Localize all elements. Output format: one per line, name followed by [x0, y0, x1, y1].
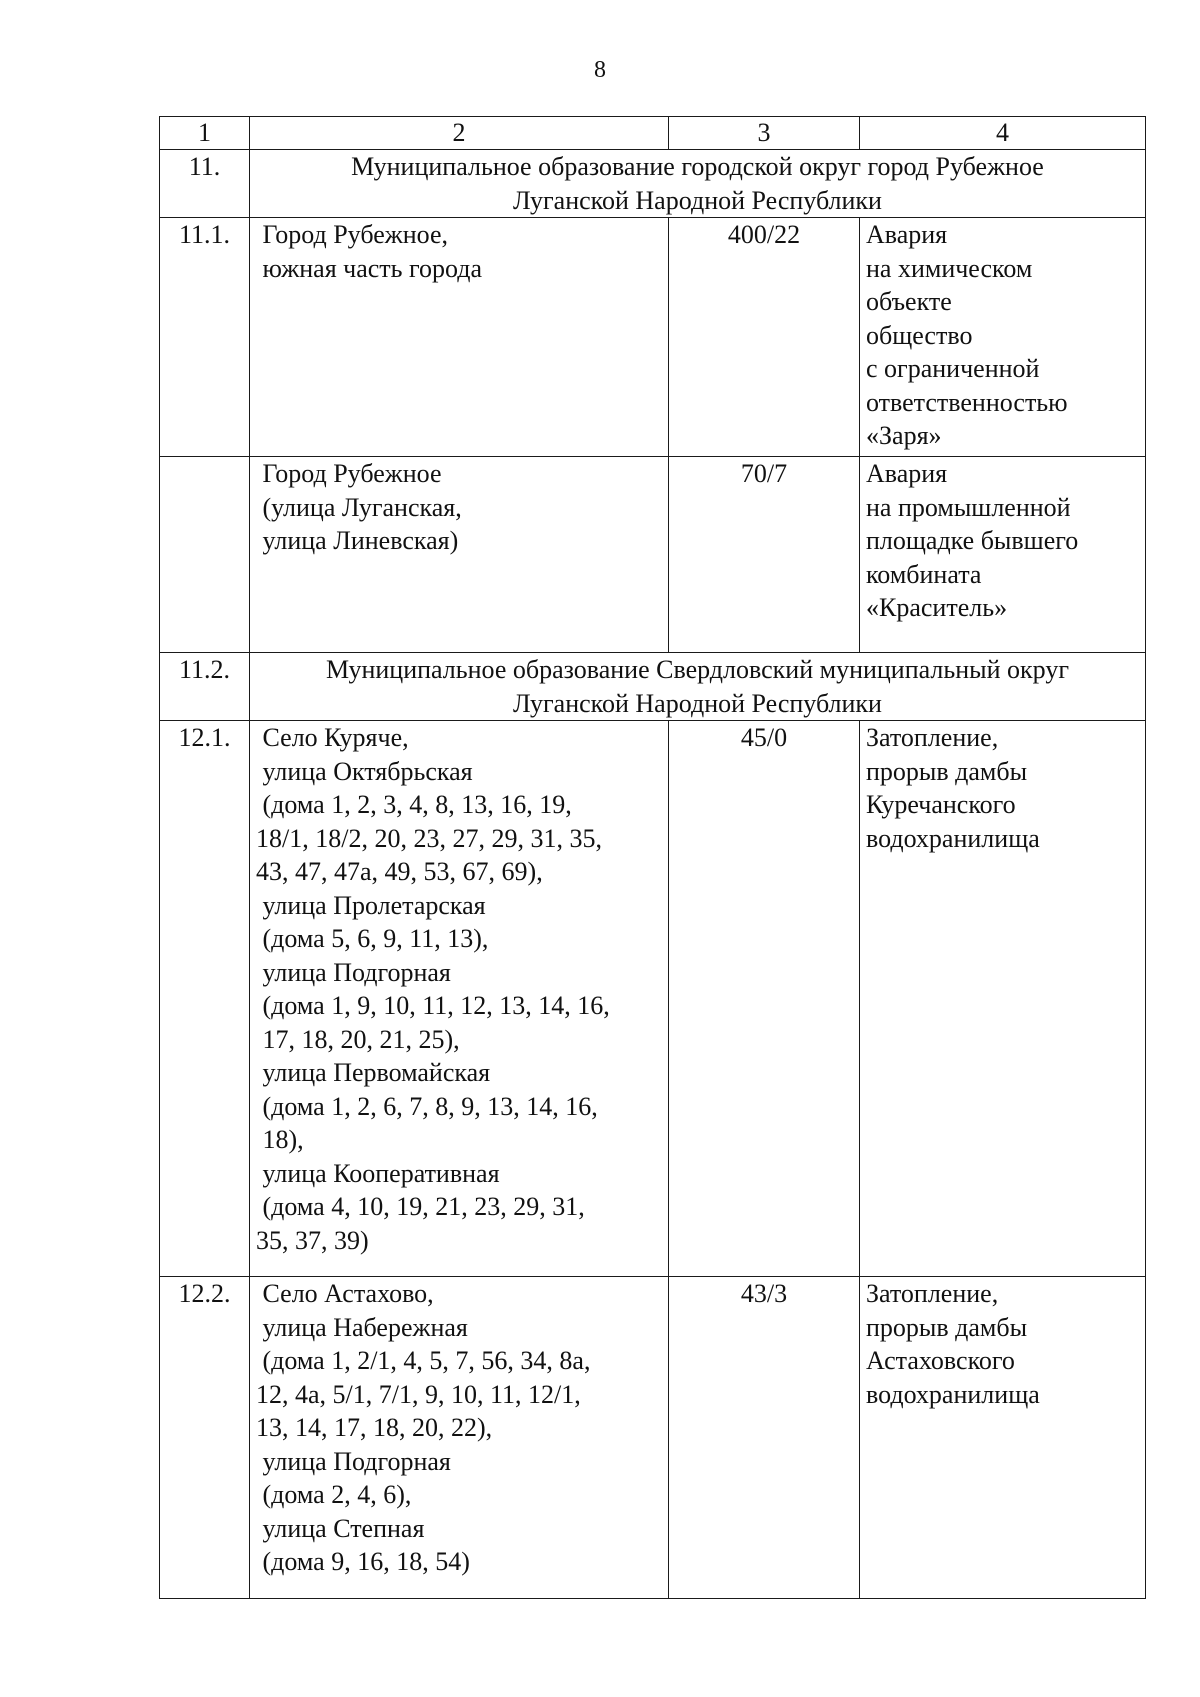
table-body: [160, 117, 1146, 1599]
hazard-source-line: Авария: [866, 220, 948, 249]
section-heading-row: [160, 150, 1146, 218]
location-line: 18/1, 18/2, 20, 23, 27, 29, 31, 35,: [256, 823, 602, 853]
section-heading-line: Луганской Народной Республики: [513, 688, 882, 718]
table-row: [160, 1277, 1146, 1599]
page-number: 8: [594, 57, 606, 83]
column-number-cell: 4: [860, 117, 1146, 150]
location-line: улица Степная: [256, 1513, 425, 1543]
location-line: улица Подгорная: [256, 957, 451, 987]
row-number-cell: 12.2.: [160, 1277, 250, 1599]
location-line: улица Пролетарская: [256, 890, 486, 920]
location-line: 17, 18, 20, 21, 25),: [256, 1024, 460, 1054]
section-heading-cell: [250, 653, 1146, 721]
population-value-cell: 70/7: [669, 457, 860, 653]
section-heading-line: Муниципальное образование городской округ город Рубежное: [351, 152, 1044, 181]
row-number-cell: 11.1.: [160, 218, 250, 457]
location-line: южная часть города: [256, 253, 483, 283]
location-line: улица Подгорная: [256, 1446, 451, 1476]
hazard-source-line: на промышленной: [866, 492, 1071, 522]
hazard-source-line: водохранилища: [866, 823, 1040, 853]
location-line: улица Линевская): [256, 526, 459, 555]
column-number-cell: 2: [250, 117, 669, 150]
hazard-source-cell: [860, 218, 1146, 457]
location-line: (дома 4, 10, 19, 21, 23, 29, 31,: [256, 1192, 585, 1221]
location-line: Село Астахово,: [256, 1279, 434, 1308]
column-number-cell: 1: [160, 117, 250, 150]
hazard-source-line: с ограниченной: [866, 354, 1040, 383]
location-line: 18),: [256, 1125, 304, 1154]
table-row: [160, 218, 1146, 457]
location-line: (дома 1, 2/1, 4, 5, 7, 56, 34, 8а,: [256, 1346, 591, 1375]
location-line: 43, 47, 47а, 49, 53, 67, 69),: [256, 857, 543, 886]
row-number-cell: [160, 457, 250, 653]
section-heading-cell: [250, 150, 1146, 218]
location-line: (дома 9, 16, 18, 54): [256, 1547, 470, 1576]
location-cell: [250, 457, 669, 653]
hazard-source-line: водохранилища: [866, 1379, 1040, 1409]
hazard-source-line: Затопление,: [866, 723, 999, 752]
hazard-zones-table: [159, 116, 1146, 1599]
row-number-cell: 12.1.: [160, 721, 250, 1277]
location-line: (дома 1, 9, 10, 11, 12, 13, 14, 16,: [256, 991, 610, 1020]
location-line: (дома 1, 2, 6, 7, 8, 9, 13, 14, 16,: [256, 1091, 598, 1121]
location-line: улица Набережная: [256, 1312, 468, 1342]
hazard-source-line: ответственностью: [866, 387, 1068, 417]
section-heading-line: Муниципальное образование Свердловский муниципальный округ: [325, 655, 1069, 684]
location-cell: [250, 218, 669, 457]
hazard-source-line: Авария: [866, 459, 948, 488]
hazard-source-line: Астаховского: [866, 1346, 1015, 1375]
hazard-source-line: Затопление,: [866, 1279, 999, 1308]
location-line: Село Куряче,: [256, 723, 409, 752]
hazard-source-line: объекте: [866, 287, 952, 316]
location-line: Город Рубежное: [256, 459, 442, 488]
location-line: улица Октябрьская: [256, 756, 473, 786]
hazard-source-line: площадке бывшего: [866, 526, 1079, 555]
hazard-source-line: прорыв дамбы: [866, 756, 1028, 786]
population-value-cell: 43/3: [669, 1277, 860, 1599]
section-heading-row: [160, 653, 1146, 721]
location-line: Город Рубежное,: [256, 220, 449, 249]
population-value-cell: 45/0: [669, 721, 860, 1277]
location-line: (дома 1, 2, 3, 4, 8, 13, 16, 19,: [256, 790, 572, 819]
hazard-source-cell: [860, 457, 1146, 653]
population-value-cell: 400/22: [669, 218, 860, 457]
location-cell: [250, 721, 669, 1277]
column-number-row: [160, 117, 1146, 150]
row-number-cell: 11.2.: [160, 653, 250, 721]
location-line: (дома 2, 4, 6),: [256, 1480, 412, 1509]
hazard-source-line: «Заря»: [866, 421, 942, 450]
location-line: 35, 37, 39): [256, 1225, 369, 1255]
hazard-source-line: «Краситель»: [866, 593, 1008, 622]
hazard-source-line: Куречанского: [866, 790, 1016, 819]
hazard-source-line: комбината: [866, 559, 982, 589]
location-line: (дома 5, 6, 9, 11, 13),: [256, 924, 489, 953]
section-heading-line: Луганской Народной Республики: [513, 185, 882, 215]
location-line: 13, 14, 17, 18, 20, 22),: [256, 1413, 493, 1442]
table-row: [160, 457, 1146, 653]
location-cell: [250, 1277, 669, 1599]
hazard-source-cell: [860, 721, 1146, 1277]
hazard-source-line: прорыв дамбы: [866, 1312, 1028, 1342]
column-number-cell: 3: [669, 117, 860, 150]
hazard-source-line: на химическом: [866, 253, 1033, 283]
location-line: улица Первомайская: [256, 1058, 491, 1087]
row-number-cell: 11.: [160, 150, 250, 218]
hazard-source-cell: [860, 1277, 1146, 1599]
location-line: (улица Луганская,: [256, 492, 462, 522]
location-line: 12, 4а, 5/1, 7/1, 9, 10, 11, 12/1,: [256, 1379, 581, 1409]
hazard-source-line: общество: [866, 320, 973, 350]
table-row: [160, 721, 1146, 1277]
location-line: улица Кооперативная: [256, 1158, 500, 1188]
